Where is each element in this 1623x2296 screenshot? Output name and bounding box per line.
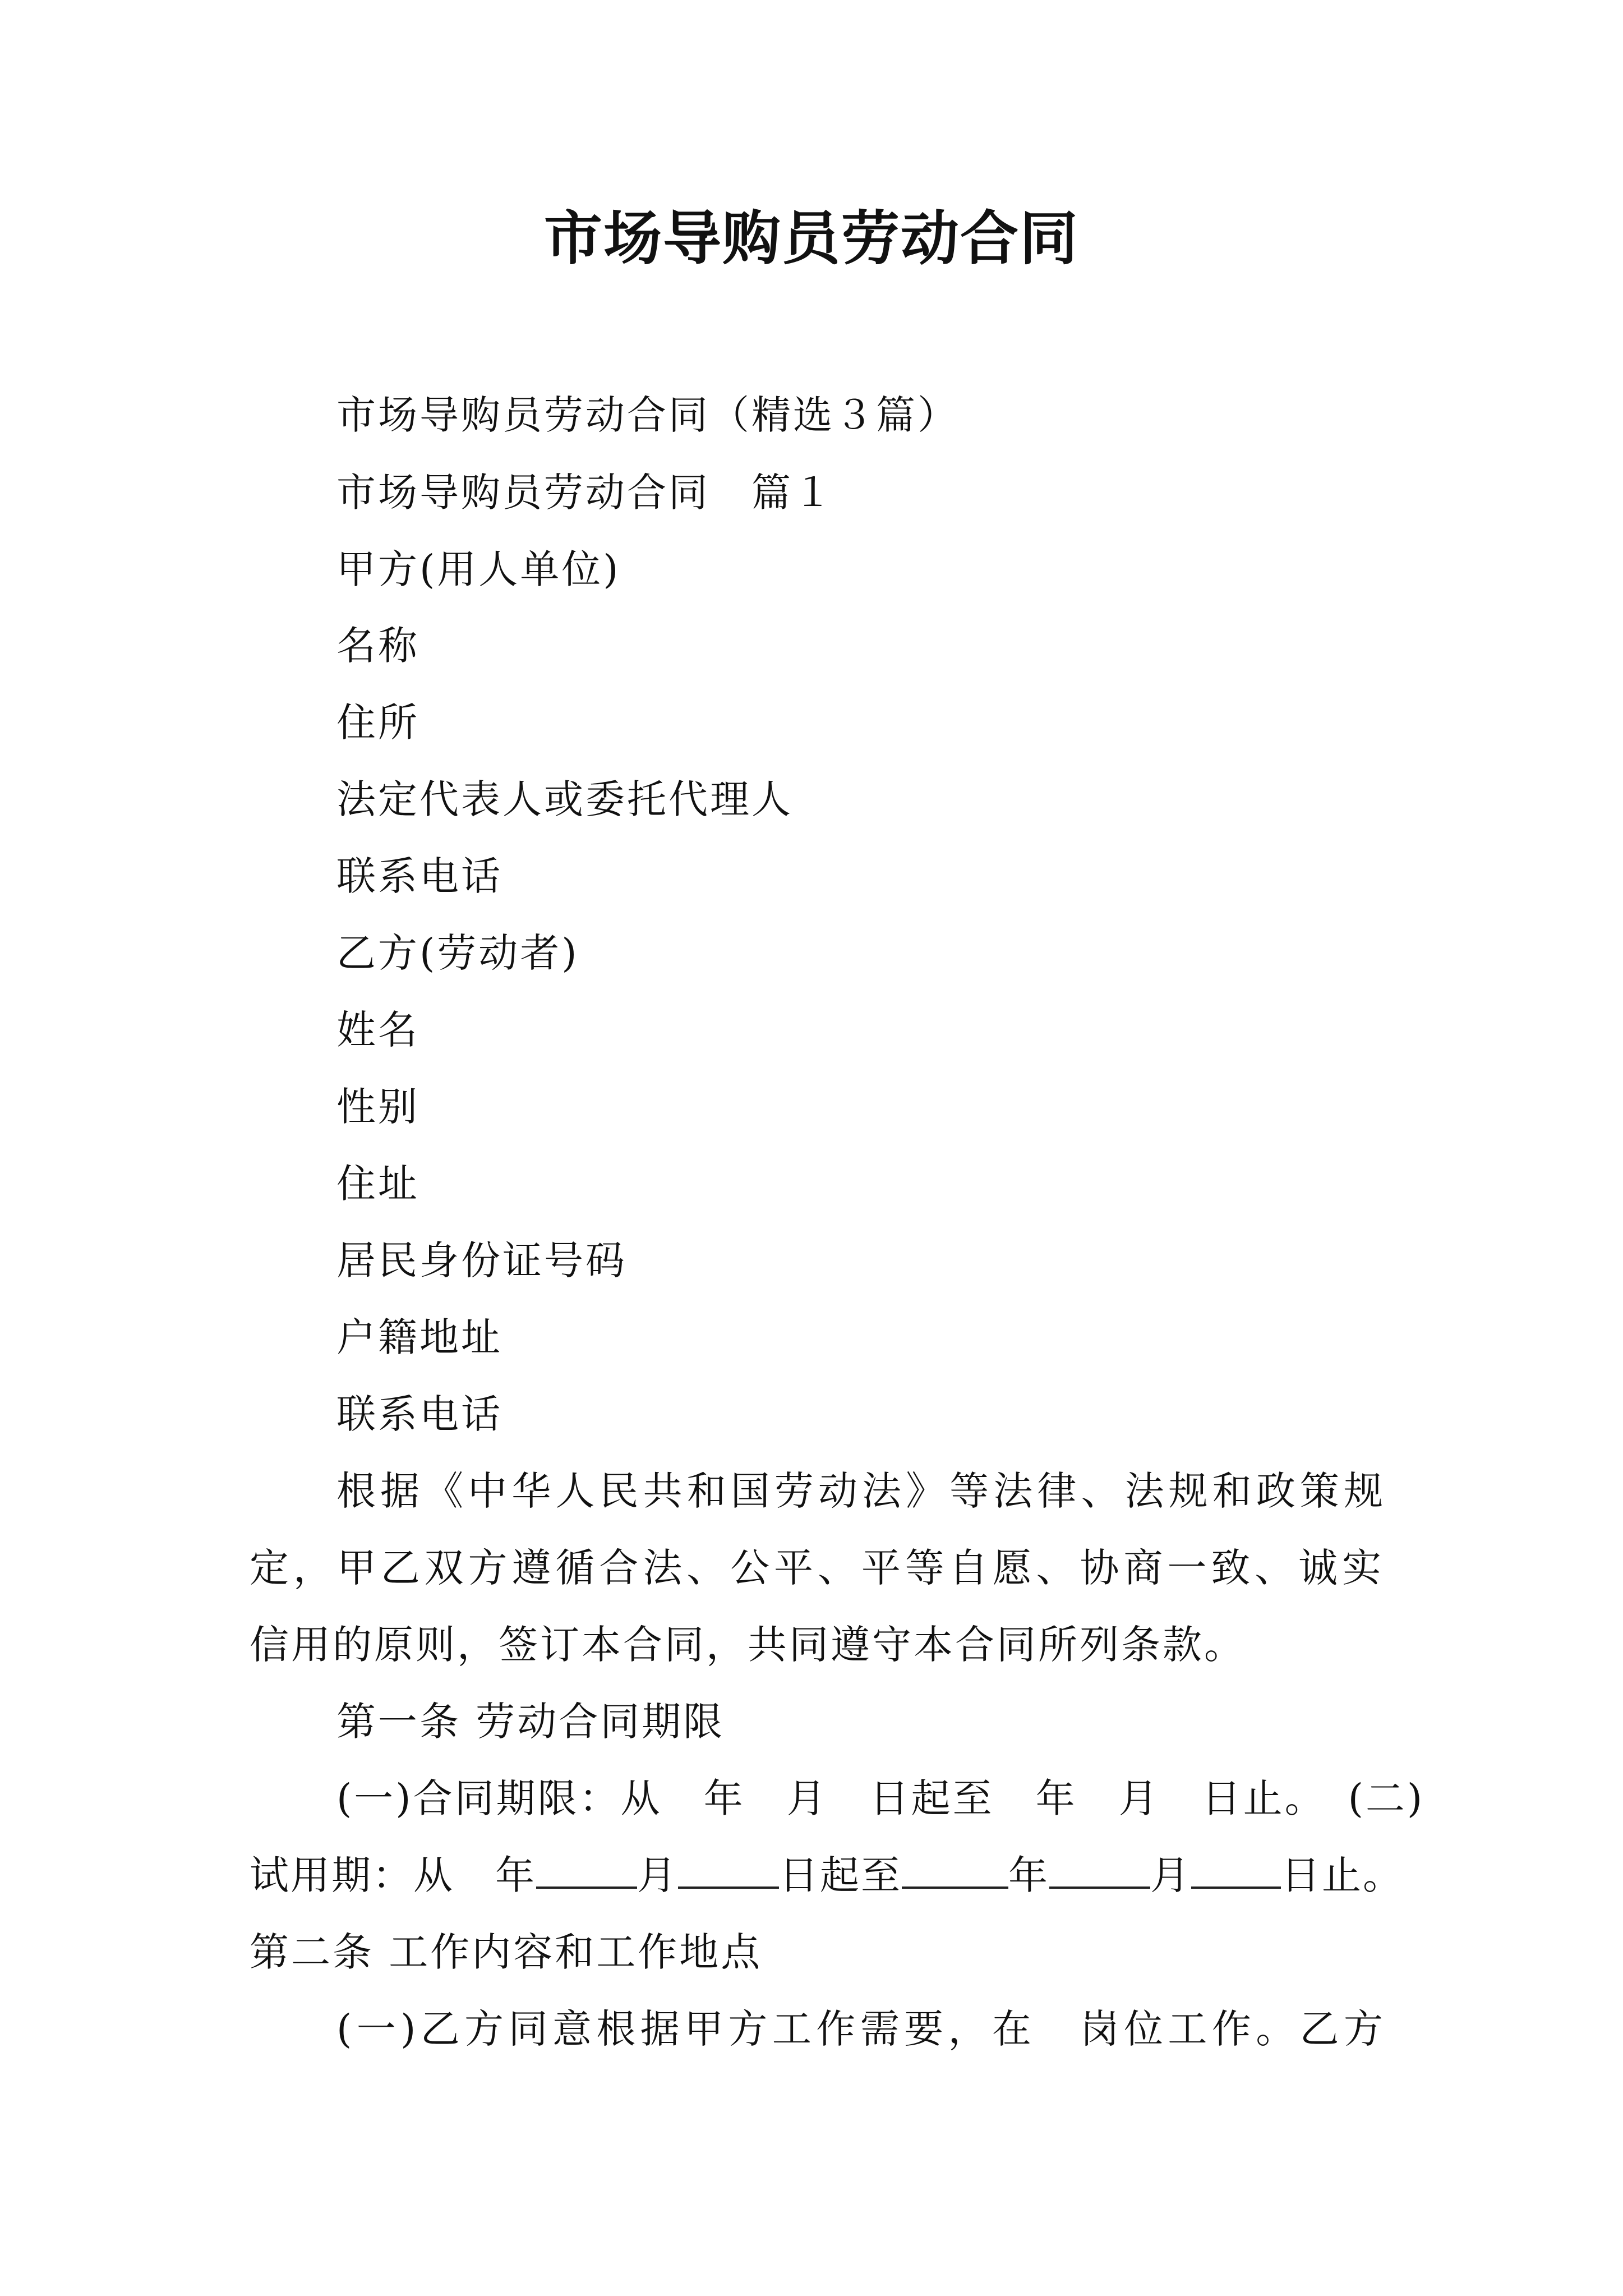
probation-text-month: 月	[637, 1852, 678, 1898]
party-a-field-address: 住所	[336, 700, 419, 746]
party-b-field-phone: 联系电话	[336, 1391, 502, 1437]
article-1-heading: 第一条 劳动合同期限	[336, 1699, 725, 1745]
party-a-field-name: 名称	[336, 623, 419, 669]
blank-underline	[678, 1852, 779, 1889]
document-title: 市场导购员劳动合同	[543, 204, 1079, 273]
preamble-line-1: 根据《中华人民共和国劳动法》等法律、法规和政策规	[336, 1468, 1385, 1514]
party-a-label: 甲方(用人单位)	[336, 546, 621, 592]
probation-text-to: 日起至	[779, 1852, 902, 1898]
party-b-field-address: 住址	[336, 1161, 419, 1207]
party-b-field-household-address: 户籍地址	[336, 1314, 502, 1360]
party-b-label: 乙方(劳动者)	[336, 930, 579, 976]
article-1-contract-term: (一)合同期限：从 年 月 日起至 年 月 日止。 (二)	[336, 1775, 1425, 1821]
preamble-line-2: 定，甲乙双方遵循合法、公平、平等自愿、协商一致、诚实	[250, 1545, 1382, 1591]
preamble-line-3: 信用的原则，签订本合同，共同遵守本合同所列条款。	[250, 1622, 1246, 1668]
article-1-probation-line	[250, 1847, 1404, 1903]
subtitle: 市场导购员劳动合同（精选３篇）	[336, 392, 959, 438]
article-2-heading: 第二条 工作内容和工作地点	[250, 1929, 763, 1975]
party-a-field-phone: 联系电话	[336, 853, 502, 899]
blank-underline	[1191, 1852, 1281, 1889]
article-2-line-1: (一)乙方同意根据甲方工作需要，在 岗位工作。乙方	[336, 2006, 1385, 2052]
probation-text-month-2: 月	[1150, 1852, 1191, 1898]
section-heading: 市场导购员劳动合同 篇１	[336, 470, 834, 516]
probation-text-start: 试用期：从 年	[250, 1852, 536, 1898]
party-b-field-id-number: 居民身份证号码	[336, 1237, 627, 1283]
blank-underline	[1049, 1852, 1150, 1889]
blank-underline	[536, 1852, 637, 1889]
party-a-field-representative: 法定代表人或委托代理人	[336, 776, 793, 822]
blank-underline	[902, 1852, 1008, 1889]
party-b-field-gender: 性别	[336, 1084, 419, 1130]
probation-text-end: 日止。	[1281, 1852, 1404, 1898]
probation-text-year: 年	[1008, 1852, 1049, 1898]
party-b-field-name: 姓名	[336, 1007, 419, 1053]
